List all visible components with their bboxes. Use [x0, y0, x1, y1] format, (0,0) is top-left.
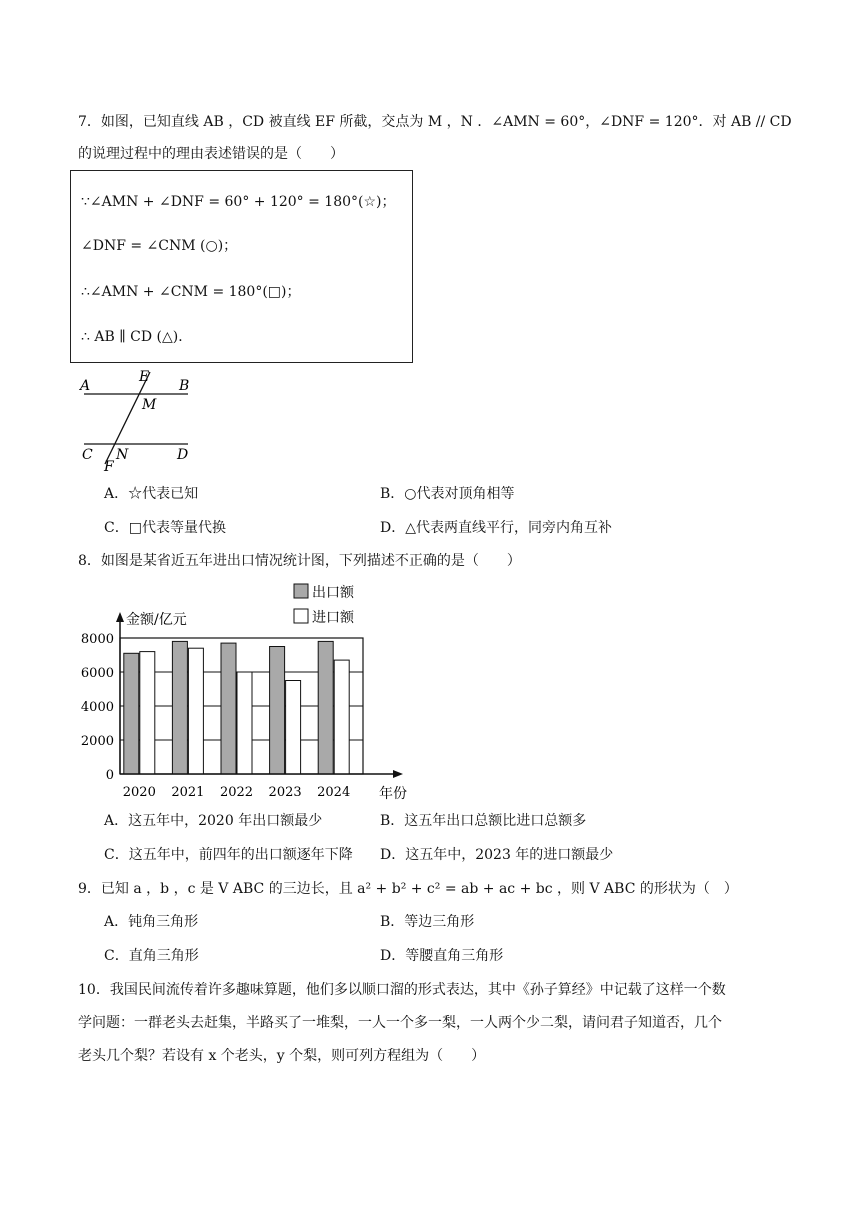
legend-swatch-import [294, 609, 308, 623]
q8-option-b: B．这五年出口总额比进口总额多 [380, 813, 587, 829]
x-tick-label: 2023 [268, 785, 302, 800]
x-tick-label: 2021 [171, 785, 205, 800]
q7-stem-line1: 7．如图，已知直线 AB ，CD 被直线 EF 所截，交点为 M ，N ．∠AMN = 60°，∠DNF = 120°．对 AB // CD [78, 114, 792, 130]
q7-stem-line2: 的说理过程中的理由表述错误的是（ ） [78, 146, 344, 162]
x-axis-label: 年份 [379, 786, 407, 802]
q10-stem-line3: 老头几个梨？若设有 x 个老头，y 个梨，则可列方程组为（ ） [78, 1048, 486, 1064]
q10-stem-line2: 学问题：一群老头去赶集，半路买了一堆梨，一人一个多一梨，一人两个少二梨，请问君子知道否，几个 [78, 1015, 722, 1031]
bar-import-2021 [188, 648, 203, 774]
x-tick-label: 2024 [317, 785, 351, 800]
legend-label-import: 进口额 [312, 610, 354, 626]
y-tick-label: 8000 [80, 632, 114, 647]
bar-export-2023 [270, 647, 285, 775]
bar-export-2020 [124, 653, 139, 774]
q9-option-a: A．钝角三角形 [104, 914, 199, 930]
label-D: D [177, 447, 189, 463]
proof-step-3: ∴∠AMN + ∠CNM = 180°(□)； [81, 284, 301, 300]
label-B: B [179, 378, 190, 394]
q8-stem: 8．如图是某省近五年进出口情况统计图，下列描述不正确的是（ ） [78, 553, 521, 569]
legend-swatch-export [294, 584, 308, 598]
bar-export-2024 [318, 641, 333, 774]
proof-step-4: ∴ AB ∥ CD (△)． [81, 329, 193, 345]
label-A: A [80, 378, 91, 394]
y-axis-arrow [116, 612, 124, 622]
q9-option-b: B．等边三角形 [380, 914, 475, 930]
proof-box [70, 170, 413, 363]
bar-export-2021 [172, 641, 187, 774]
bar-import-2023 [286, 681, 301, 775]
bar-import-2024 [334, 660, 349, 774]
bar-export-2022 [221, 643, 236, 774]
bar-import-2022 [237, 672, 252, 774]
label-C: C [82, 447, 93, 463]
label-E: E [139, 369, 150, 385]
legend-label-export: 出口额 [312, 585, 354, 601]
q7-option-c: C．□代表等量代换 [104, 520, 226, 536]
q10-stem-line1: 10．我国民间流传着许多趣味算题，他们多以顺口溜的形式表达，其中《孙子算经》中记载了这样一个数 [78, 982, 726, 998]
bar-import-2020 [140, 652, 155, 774]
proof-step-1: ∵∠AMN + ∠DNF = 60° + 120° = 180°(☆)； [81, 194, 396, 210]
trade-bar-chart [60, 578, 420, 804]
q9-stem: 9．已知 a ，b ，c 是 V ABC 的三边长，且 a² + b² + c² = ab + ac + bc ，则 V ABC 的形状为（ ） [78, 881, 738, 897]
x-tick-label: 2020 [122, 785, 156, 800]
x-axis-arrow [393, 770, 403, 778]
y-tick-label: 6000 [80, 666, 114, 681]
label-M: M [142, 397, 157, 413]
q8-option-a: A．这五年中，2020 年出口额最少 [104, 813, 323, 829]
q7-option-b: B．○代表对顶角相等 [380, 486, 515, 502]
parallel-lines-figure [70, 364, 200, 472]
q9-option-c: C．直角三角形 [104, 948, 199, 964]
q8-option-d: D．这五年中，2023 年的进口额最少 [380, 847, 614, 863]
proof-step-2: ∠DNF = ∠CNM (○)； [81, 238, 238, 254]
q7-option-a: A．☆代表已知 [104, 486, 199, 502]
x-tick-label: 2022 [219, 785, 254, 800]
y-axis-label: 金额/亿元 [126, 612, 187, 628]
q7-option-d: D．△代表两直线平行，同旁内角互补 [380, 520, 612, 536]
q9-option-d: D．等腰直角三角形 [380, 948, 504, 964]
q8-option-c: C．这五年中，前四年的出口额逐年下降 [104, 847, 353, 863]
label-N: N [116, 447, 129, 463]
label-F: F [104, 459, 114, 472]
y-tick-label: 0 [105, 768, 114, 783]
y-tick-label: 2000 [80, 734, 114, 749]
y-tick-label: 4000 [80, 700, 114, 715]
